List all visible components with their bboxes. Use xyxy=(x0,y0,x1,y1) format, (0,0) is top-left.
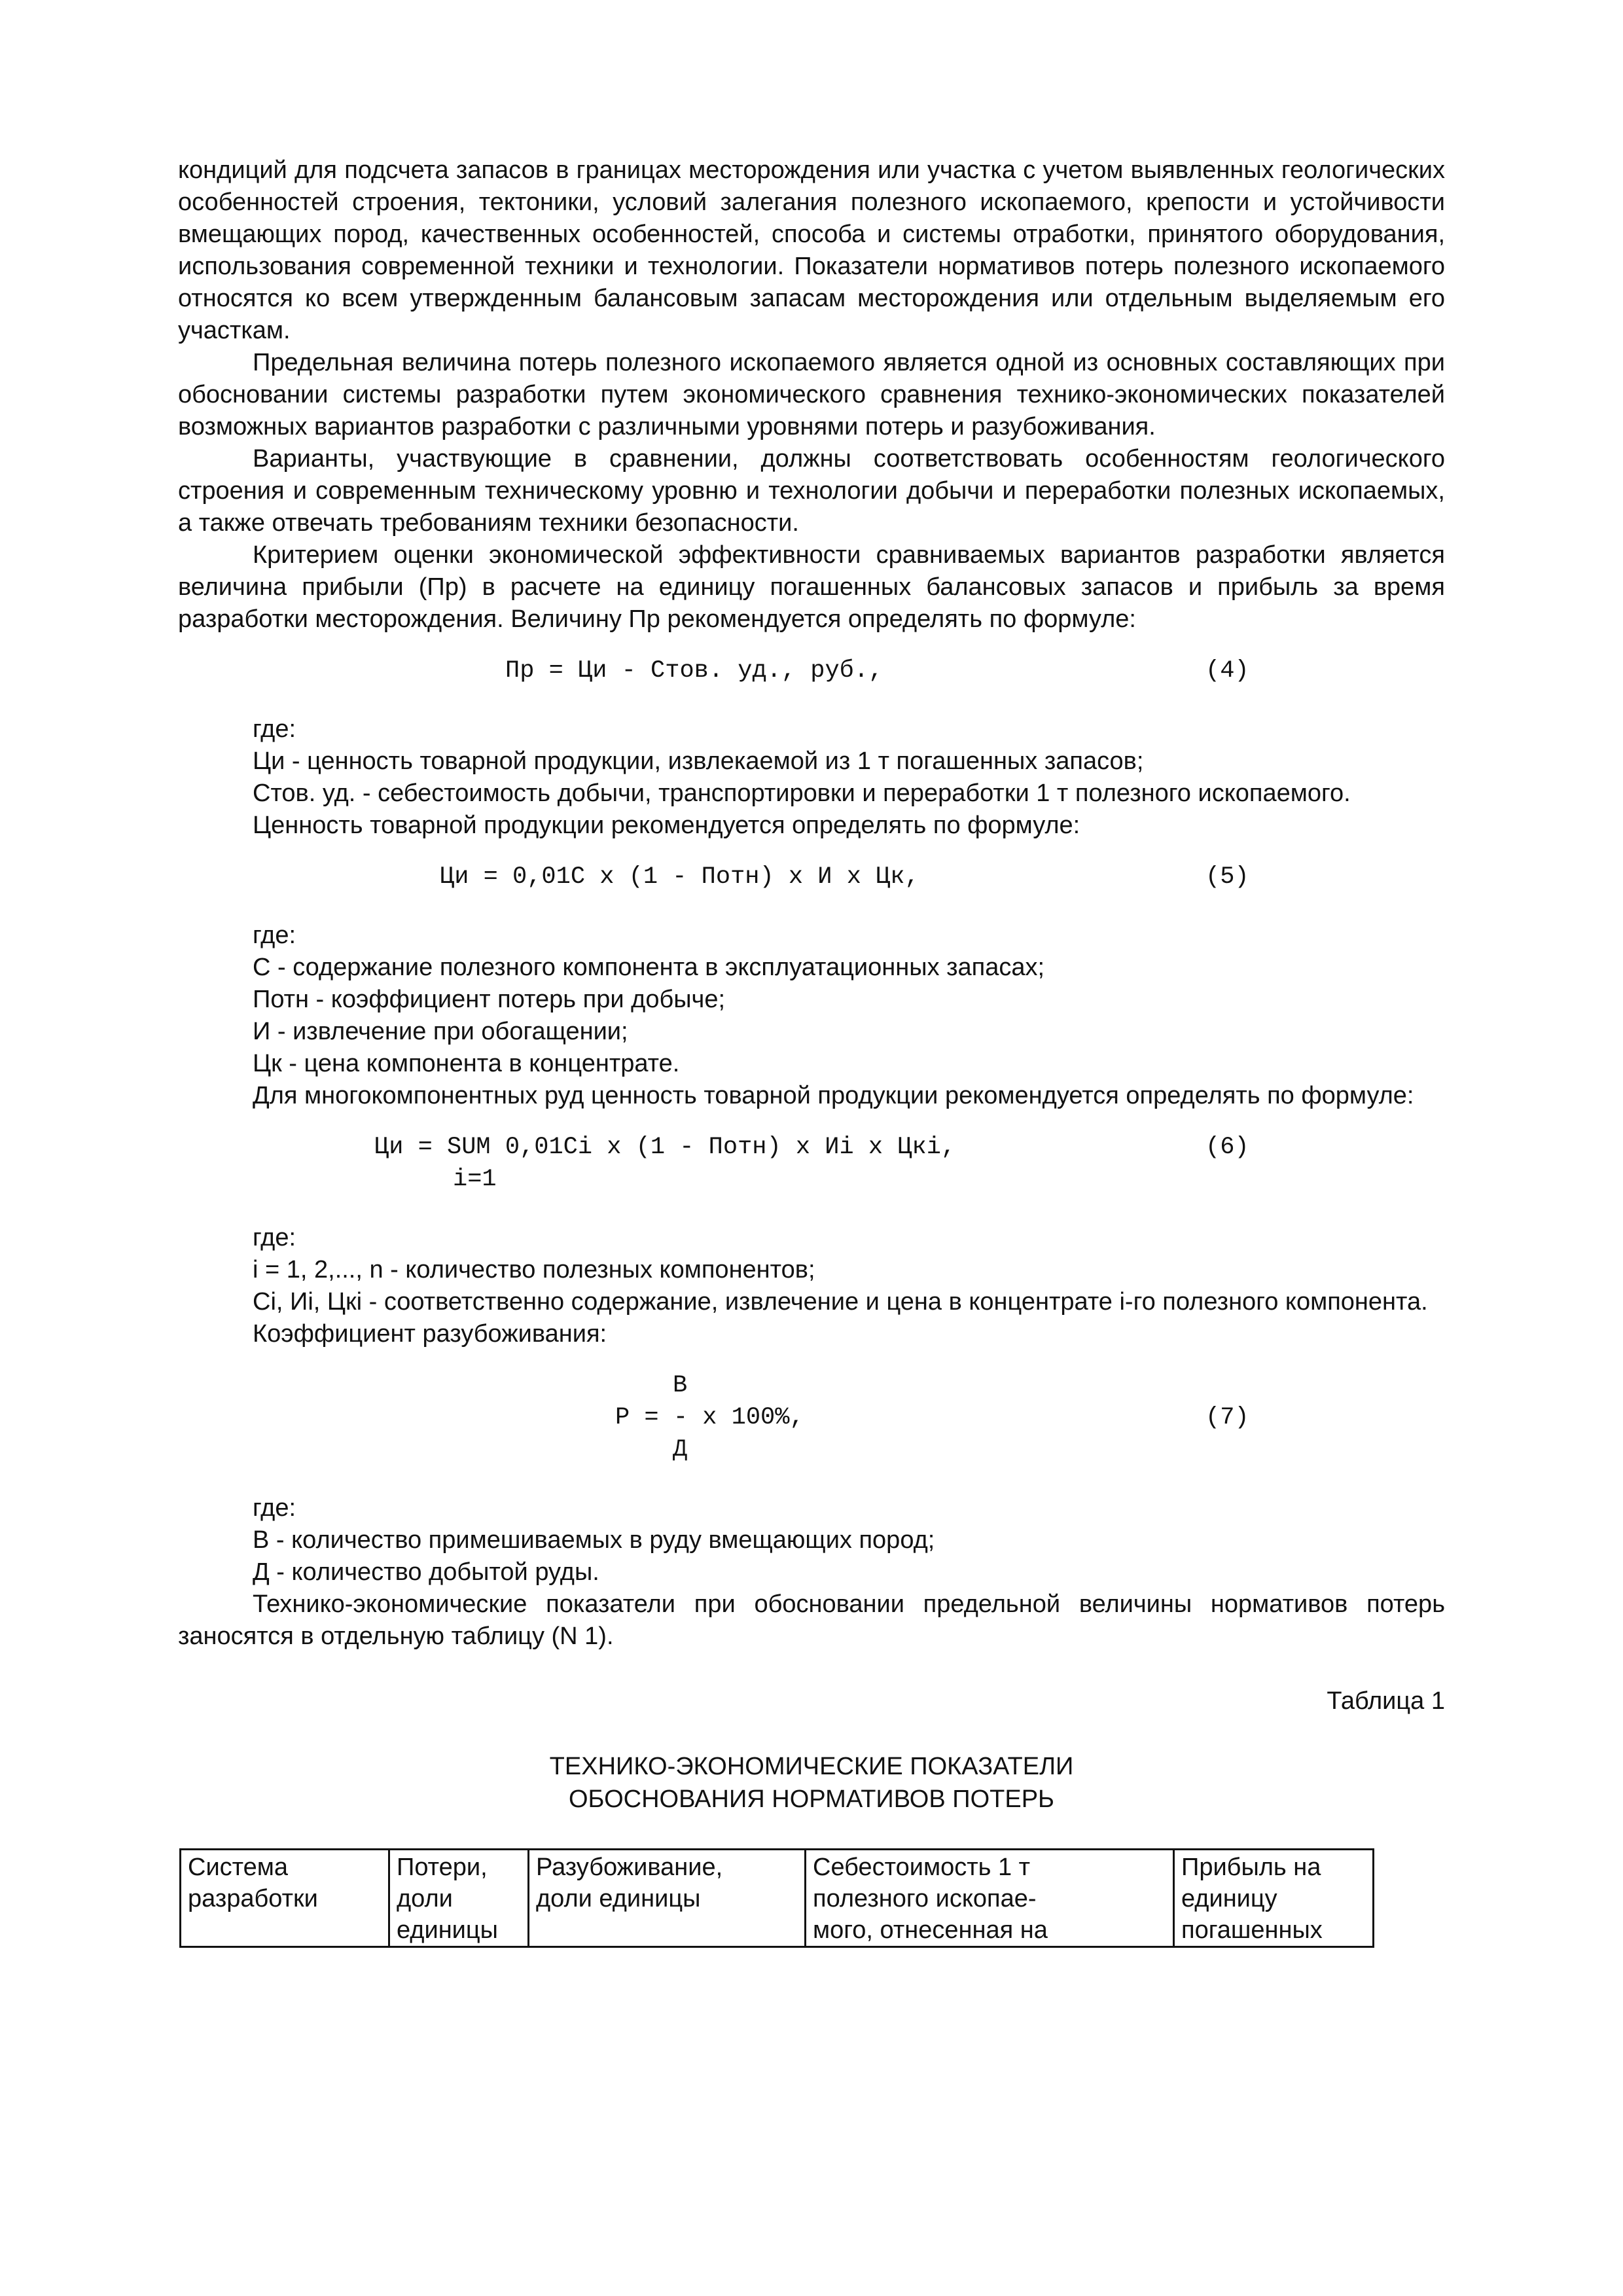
header-cell-cost xyxy=(806,1850,1174,1947)
table-title-line-2: ОБОСНОВАНИЯ НОРМАТИВОВ ПОТЕРЬ xyxy=(569,1785,1054,1813)
definition-6-2: Сi, Иi, Цкi - соответственно содержание, извлечение и цена в концентрате i-го полезного компонента. xyxy=(253,1288,1428,1316)
formula-5 xyxy=(178,861,1445,893)
indicators-table xyxy=(179,1848,1374,1948)
paragraph-2: Предельная величина потерь полезного ископаемого является одной из основных составляющих при обосновании системы разработки путем экономического сравнения технико-экономических показателей возможных вариантов разработки с различными уровнями потерь и разубоживания. xyxy=(178,349,1445,440)
paragraph-1: кондиций для подсчета запасов в границах месторождения или участка с учетом выявленных геологических особенностей строения, тектоники, условий залегания полезного ископаемого, крепости и устойчивости вмещающих пород, качественных особенностей, способа и системы отработки, принятого оборудования, использования современной техники и технологии. Показатели нормативов потерь полезного ископаемого относятся ко всем утвержденным балансовым запасам месторождения или отдельным выделяемым его участкам. xyxy=(178,156,1445,344)
header-cell-profit xyxy=(1174,1850,1374,1947)
header-cell-losses xyxy=(389,1850,529,1947)
header-text: доли xyxy=(397,1885,453,1912)
table-label: Таблица 1 xyxy=(1327,1687,1445,1715)
formula-4 xyxy=(178,655,1445,687)
definition-5-4: Цк - цена компонента в концентрате. xyxy=(253,1050,680,1077)
header-text: Система xyxy=(188,1854,289,1881)
formula-7-expression: Р = - х 100%, xyxy=(615,1404,804,1431)
definition-7-2: Д - количество добытой руды. xyxy=(253,1558,599,1586)
definition-7-1: В - количество примешиваемых в руду вмещающих пород; xyxy=(253,1526,935,1554)
definition-6-1: i = 1, 2,..., n - количество полезных компонентов; xyxy=(253,1256,815,1283)
paragraph-3: Варианты, участвующие в сравнении, должны соответствовать особенностям геологического строения и современным техническому уровню и технологии добычи и переработки полезных ископаемых, а также отвечать требованиям техники безопасности. xyxy=(178,445,1445,537)
paragraph-6: Для многокомпонентных руд ценность товарной продукции рекомендуется определять по формуле: xyxy=(253,1082,1414,1109)
definition-5-3: И - извлечение при обогащении; xyxy=(253,1018,628,1045)
table-header-row xyxy=(181,1850,1374,1947)
paragraph-4: Критерием оценки экономической эффективности сравниваемых вариантов разработки является величина прибыли (Пр) в расчете на единицу погашенных балансовых запасов и прибыль за время разработки месторождения. Величину Пр рекомендуется определять по формуле: xyxy=(178,541,1445,633)
header-text: единицу xyxy=(1181,1885,1277,1912)
definition-4-2: Стов. уд. - себестоимость добычи, транспортировки и переработки 1 т полезного ископаемого. xyxy=(253,780,1351,807)
paragraph-8: Технико-экономические показатели при обосновании предельной величины нормативов потерь заносятся в отдельную таблицу (N 1). xyxy=(178,1590,1445,1650)
header-text: мого, отнесенная на xyxy=(813,1916,1048,1944)
header-text: единицы xyxy=(397,1916,498,1944)
formula-7-numerator: В xyxy=(673,1372,688,1399)
where-label-4: где: xyxy=(253,715,296,743)
formula-6-subscript: i=1 xyxy=(453,1166,497,1193)
header-text: Прибыль на xyxy=(1181,1854,1321,1881)
definition-5-1: С - содержание полезного компонента в эксплуатационных запасах; xyxy=(253,954,1045,981)
where-label-5: где: xyxy=(253,922,296,949)
formula-5-expression: Ци = 0,01С х (1 - Потн) х И х Цк, xyxy=(440,863,919,891)
formula-4-number: (4) xyxy=(1205,657,1249,685)
where-label-6: где: xyxy=(253,1224,296,1251)
table-title xyxy=(178,1750,1445,1816)
header-text: доли единицы xyxy=(536,1885,701,1912)
where-label-7: где: xyxy=(253,1494,296,1522)
definition-4-1: Ци - ценность товарной продукции, извлекаемой из 1 т погашенных запасов; xyxy=(253,747,1144,775)
document-page xyxy=(178,154,1445,1948)
formula-6 xyxy=(178,1132,1445,1196)
header-text: Потери, xyxy=(397,1854,488,1881)
formula-6-number: (6) xyxy=(1205,1134,1249,1161)
header-text: Разубоживание, xyxy=(536,1854,723,1881)
header-text: полезного ископае- xyxy=(813,1885,1037,1912)
formula-7 xyxy=(178,1370,1445,1466)
formula-7-denominator: Д xyxy=(673,1436,688,1463)
definition-5-2: Потн - коэффициент потерь при добыче; xyxy=(253,986,726,1013)
header-text: погашенных xyxy=(1181,1916,1323,1944)
header-cell-system xyxy=(181,1850,389,1947)
paragraph-7: Коэффициент разубоживания: xyxy=(253,1320,607,1348)
header-text: разработки xyxy=(188,1885,318,1912)
header-cell-dilution xyxy=(529,1850,806,1947)
formula-6-expression: Ци = SUM 0,01Сi х (1 - Потн) х Иi х Цкi, xyxy=(374,1134,956,1161)
formula-4-expression: Пр = Ци - Стов. уд., руб., xyxy=(505,657,883,685)
formula-7-number: (7) xyxy=(1205,1404,1249,1431)
table-title-line-1: ТЕХНИКО-ЭКОНОМИЧЕСКИЕ ПОКАЗАТЕЛИ xyxy=(549,1753,1074,1780)
paragraph-5: Ценность товарной продукции рекомендуется определять по формуле: xyxy=(253,812,1080,839)
formula-5-number: (5) xyxy=(1205,863,1249,891)
header-text: Себестоимость 1 т xyxy=(813,1854,1031,1881)
